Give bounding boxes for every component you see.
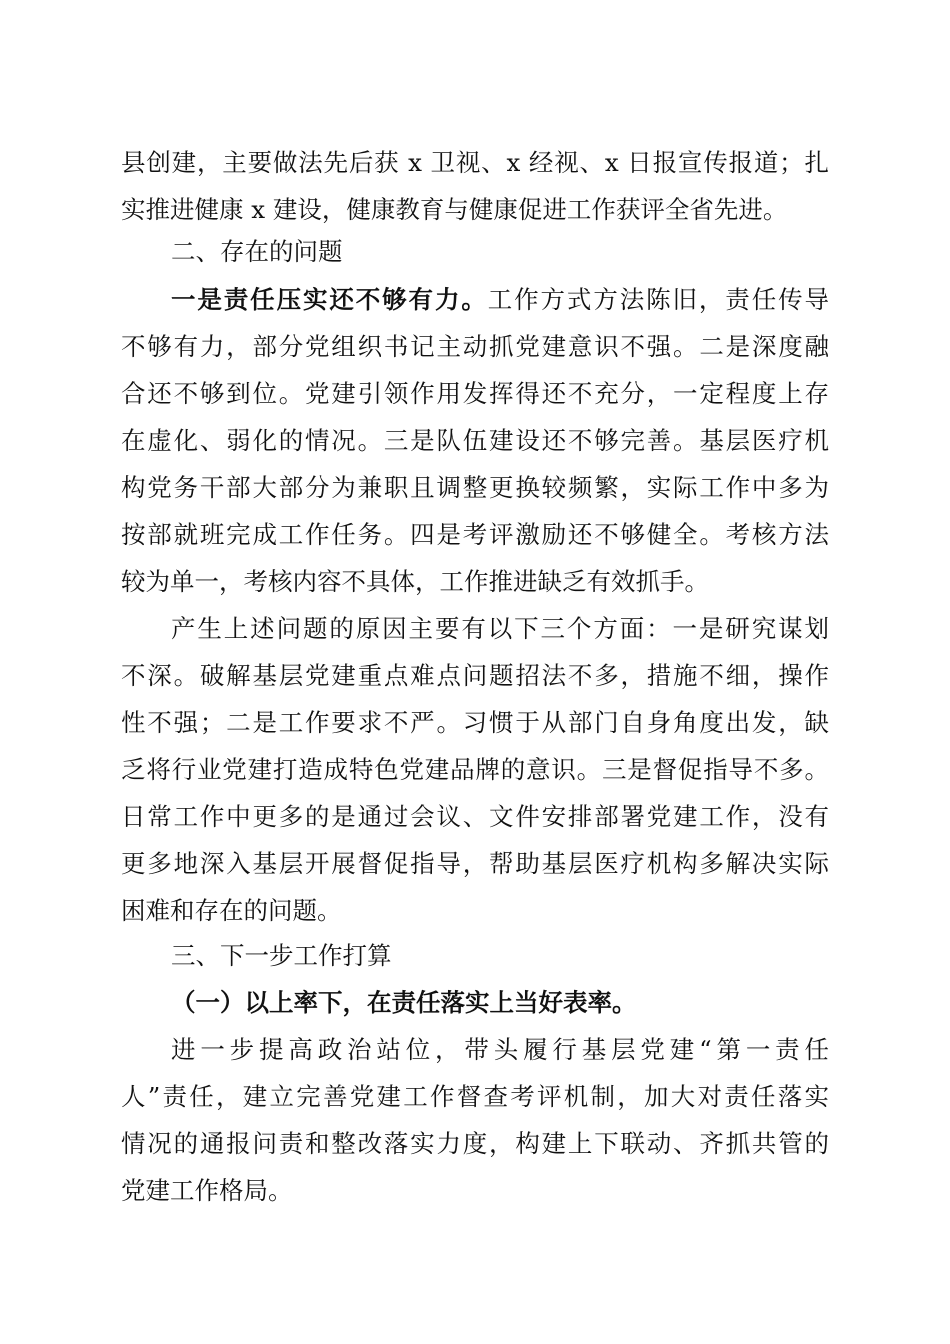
- paragraph-plan-line-3: 情况的通报问责和整改落实力度，构建上下联动、齐抓共管的: [121, 1129, 829, 1158]
- paragraph-plan-line-1: 进一步提高政治站位，带头履行基层党建“第一责任: [171, 1035, 829, 1064]
- paragraph-problems-line-5: 构党务干部大部分为兼职且调整更换较频繁，实际工作中多为: [121, 473, 829, 502]
- paragraph-intro-line-1: 县创建，主要做法先后获 x 卫视、x 经视、x 日报宣传报道；扎: [121, 148, 829, 177]
- section-heading-problems: 二、存在的问题: [171, 237, 343, 266]
- paragraph-causes-line-7: 困难和存在的问题。: [121, 896, 342, 925]
- paragraph-causes-line-3: 性不强；二是工作要求不严。习惯于从部门自身角度出发，缺: [121, 708, 829, 737]
- paragraph-problems-line-4: 在虚化、弱化的情况。三是队伍建设还不够完善。基层医疗机: [121, 426, 829, 455]
- paragraph-plan-line-2: 人”责任，建立完善党建工作督查考评机制，加大对责任落实: [121, 1082, 829, 1111]
- paragraph-causes-line-2: 不深。破解基层党建重点难点问题招法不多，措施不细，操作: [121, 661, 829, 690]
- paragraph-problems-line-1: [171, 276, 829, 324]
- problems-line1-rest: 工作方式方法陈旧，责任传导: [487, 285, 829, 314]
- problems-lead-text: 一是责任压实还不够有力。: [171, 285, 488, 314]
- paragraph-problems-line-3: 合还不够到位。党建引领作用发挥得还不充分，一定程度上存: [121, 379, 829, 408]
- paragraph-problems-line-6: 按部就班完成工作任务。四是考评激励还不够健全。考核方法: [121, 520, 829, 549]
- paragraph-intro-line-2: 实推进健康 x 建设，健康教育与健康促进工作获评全省先进。: [121, 195, 788, 224]
- paragraph-causes-line-6: 更多地深入基层开展督促指导，帮助基层医疗机构多解决实际: [121, 849, 829, 878]
- section-heading-next-steps: 三、下一步工作打算: [171, 941, 392, 970]
- paragraph-causes-line-4: 乏将行业党建打造成特色党建品牌的意识。三是督促指导不多。: [121, 755, 829, 784]
- paragraph-plan-line-4: 党建工作格局。: [121, 1176, 293, 1205]
- paragraph-causes-line-1: 产生上述问题的原因主要有以下三个方面：一是研究谋划: [171, 614, 829, 643]
- paragraph-problems-line-2: 不够有力，部分党组织书记主动抓党建意识不强。二是深度融: [121, 332, 829, 361]
- paragraph-problems-line-7: 较为单一，考核内容不具体，工作推进缺乏有效抓手。: [121, 567, 709, 596]
- subsection-heading-1: （一）以上率下，在责任落实上当好表率。: [171, 988, 637, 1017]
- paragraph-causes-line-5: 日常工作中更多的是通过会议、文件安排部署党建工作，没有: [121, 802, 829, 831]
